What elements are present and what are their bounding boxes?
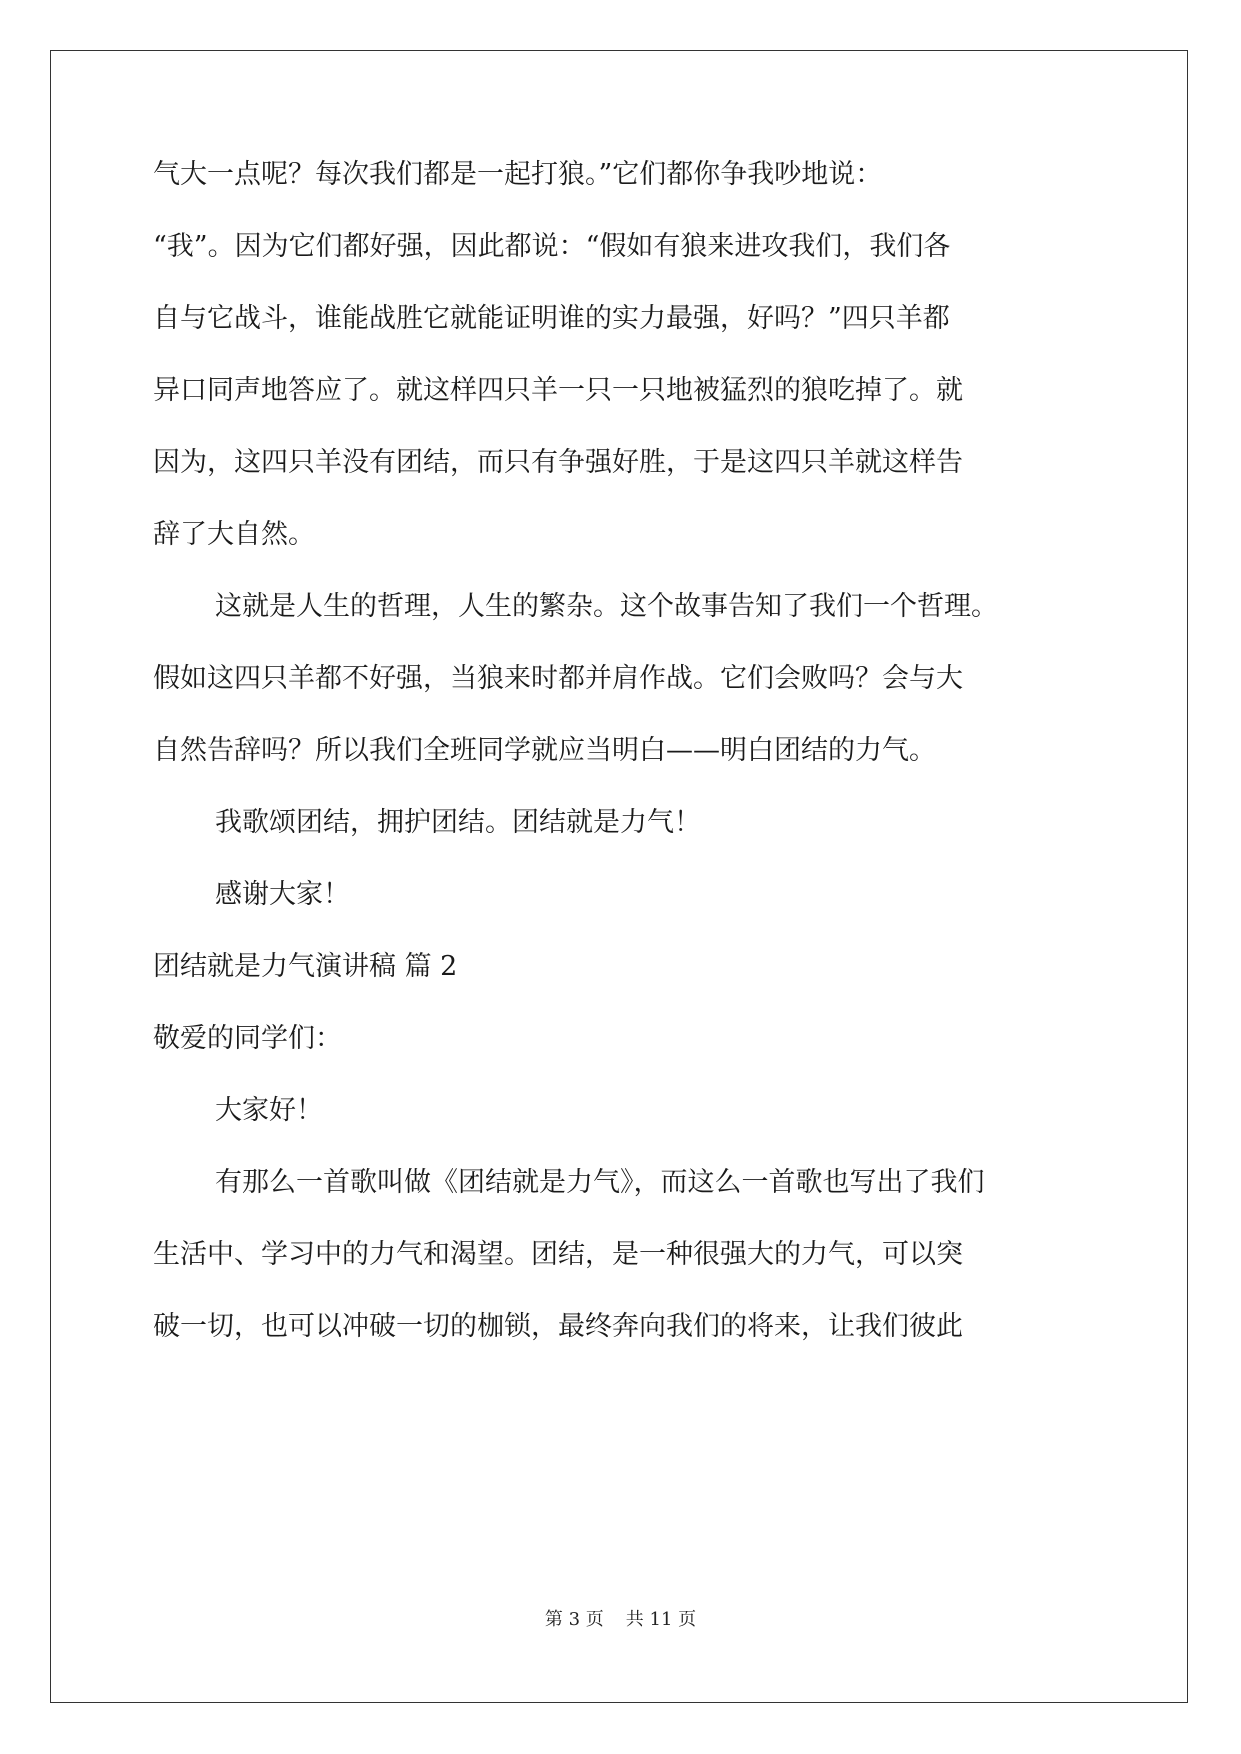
body-line: “我”。因为它们都好强，因此都说：“假如有狼来进攻我们，我们各 bbox=[153, 231, 951, 262]
body-line: 自与它战斗，谁能战胜它就能证明谁的实力最强，好吗？”四只羊都 bbox=[153, 303, 950, 334]
page-total: 共 11 页 bbox=[625, 1609, 697, 1630]
greeting: 大家好！ bbox=[215, 1095, 323, 1126]
body-line: 因为，这四只羊没有团结，而只有争强好胜，于是这四只羊就这样告 bbox=[153, 447, 963, 478]
body-line: 气大一点呢？每次我们都是一起打狼。”它们都你争我吵地说： bbox=[153, 159, 883, 190]
body-line: 我歌颂团结，拥护团结。团结就是力气！ bbox=[215, 807, 701, 838]
body-line: 这就是人生的哲理，人生的繁杂。这个故事告知了我们一个哲理。 bbox=[215, 591, 998, 622]
page-number: 第 3 页 bbox=[544, 1609, 604, 1630]
body-line: 破一切，也可以冲破一切的枷锁，最终奔向我们的将来，让我们彼此 bbox=[153, 1311, 963, 1342]
body-line: 异口同声地答应了。就这样四只羊一只一只地被猛烈的狼吃掉了。就 bbox=[153, 375, 963, 406]
body-line: 假如这四只羊都不好强，当狼来时都并肩作战。它们会败吗？会与大 bbox=[153, 663, 963, 694]
page-number-footer bbox=[0, 1608, 1241, 1632]
salutation: 敬爱的同学们： bbox=[153, 1023, 342, 1054]
body-line: 辞了大自然。 bbox=[153, 519, 315, 550]
body-line: 自然告辞吗？所以我们全班同学就应当明白——明白团结的力气。 bbox=[153, 735, 936, 766]
body-line: 有那么一首歌叫做《团结就是力气》，而这么一首歌也写出了我们 bbox=[215, 1167, 985, 1198]
section-heading: 团结就是力气演讲稿 篇 2 bbox=[153, 951, 458, 982]
body-line: 生活中、学习中的力气和渴望。团结，是一种很强大的力气，可以突 bbox=[153, 1239, 963, 1270]
body-line: 感谢大家！ bbox=[215, 879, 350, 910]
